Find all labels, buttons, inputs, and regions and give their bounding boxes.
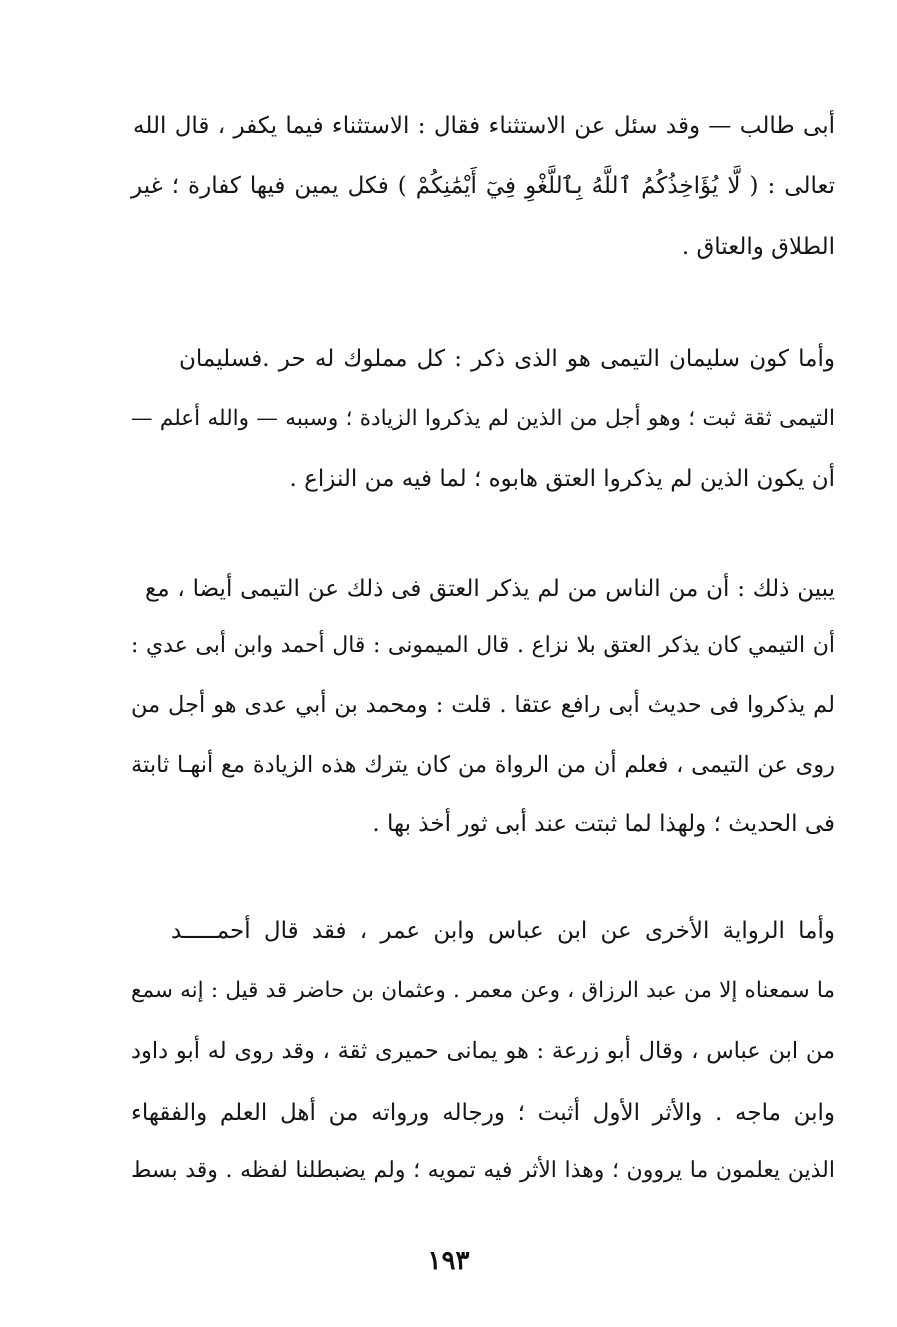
page-number: ١٩٣: [427, 1246, 470, 1276]
text-line: وأما الرواية الأخرى عن ابن عباس وابن عمر ، فقد قال أحمـــــد: [171, 918, 835, 944]
text-line: الذين يعلمون ما يروون ؛ وهذا الأثر فيه تمويه ؛ ولم يضبطلنا لفظه . وقد بسط: [131, 1158, 835, 1183]
text-line: وابن ماجه . والأثر الأول أثبت ؛ ورجاله ورواته من أهل العلم والفقهاء: [131, 1100, 835, 1126]
text-line: وأما كون سليمان التيمى هو الذى ذكر : كل مملوك له حر .فسليمان: [179, 346, 835, 372]
text-line: الطلاق والعتاق .: [681, 234, 835, 260]
text-line: لم يذكروا فى حديث أبى رافع عتقا . قلت : ومحمد بن أبي عدى هو أجل من: [131, 692, 835, 718]
text-line: ما سمعناه إلا من عبد الرزاق ، وعن معمر . وعثمان بن حاضر قد قيل : إنه سمع: [131, 978, 835, 1003]
text-line: أن التيمي كان يذكر العتق بلا نزاع . قال الميمونى : قال أحمد وابن أبى عدي :: [131, 633, 835, 658]
text-line: التيمى ثقة ثبت ؛ وهو أجل من الذين لم يذكروا الزيادة ؛ وسببه — والله أعلم —: [131, 406, 835, 431]
text-line: من ابن عباس ، وقال أبو زرعة : هو يمانى حميرى ثقة ، وقد روى له أبو داود: [131, 1038, 835, 1064]
text-line: فى الحديث ؛ ولهذا لما ثبتت عند أبى ثور أخذ بها .: [372, 811, 835, 837]
text-line: يبين ذلك : أن من الناس من لم يذكر العتق فى ذلك عن التيمى أيضا ، مع: [145, 576, 835, 602]
text-line: تعالى : ( لَّا يُؤَاخِذُكُمُ ٱللَّهُ بِٱللَّغْوِ فِيٓ أَيْمَٰنِكُمْ ) فكل يمين فيها كفارة ؛ غير: [131, 173, 835, 199]
text-line: أبى طالب — وقد سئل عن الاستثناء فقال : الاستثناء فيما يكفر ، قال الله: [133, 113, 835, 139]
text-line: أن يكون الذين لم يذكروا العتق هابوه ؛ لما فيه من النزاع .: [289, 466, 835, 492]
text-line: روى عن التيمى ، فعلم أن من الرواة من كان يترك هذه الزيادة مع أنهـا ثابتة: [131, 752, 835, 778]
